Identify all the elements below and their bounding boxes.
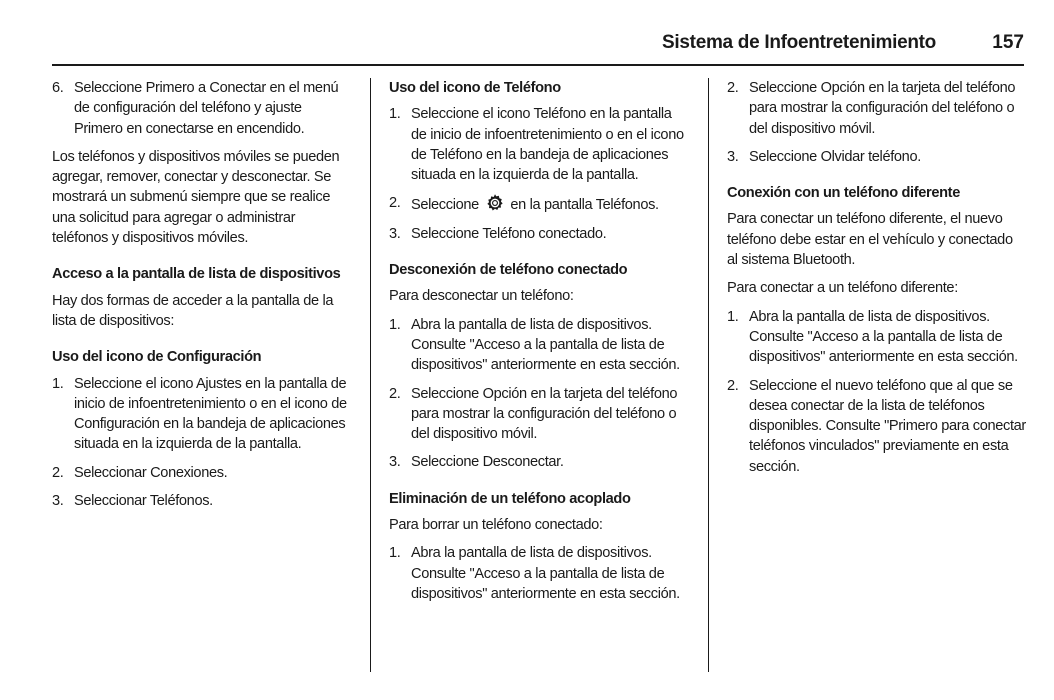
step-number: 2. <box>389 385 401 402</box>
paragraph: Hay dos formas de acceder a la pantalla de la lista de dispositivos: <box>52 292 334 329</box>
list-item <box>727 147 1027 167</box>
step-number: 1. <box>389 106 401 123</box>
column-divider <box>370 78 371 672</box>
list-item <box>52 78 352 139</box>
list-item <box>52 491 352 511</box>
list-item <box>389 384 689 445</box>
step-text: Seleccionar Conexiones. <box>74 464 228 481</box>
steps-list <box>389 315 689 473</box>
step-text: Seleccione Opción en la tarjeta del teléfono para mostrar la configuración del teléfono o del dispositivo móvil. <box>749 80 1016 137</box>
steps-list <box>389 104 689 244</box>
steps-list <box>389 543 689 604</box>
step-number: 1. <box>389 545 401 562</box>
list-item <box>52 374 352 455</box>
step-text: Abra la pantalla de lista de dispositivos. Consulte "Acceso a la pantalla de lista de dispositivos" anteriormente en esta sección. <box>411 545 680 602</box>
step-number: 3. <box>389 225 401 242</box>
column-2 <box>389 78 689 612</box>
step-number: 2. <box>389 195 401 212</box>
step-text: Seleccione Teléfono conectado. <box>411 225 607 242</box>
step-text: en la pantalla Teléfonos. <box>510 197 659 214</box>
step-number: 1. <box>389 316 401 333</box>
step-text: Abra la pantalla de lista de dispositivos. Consulte "Acceso a la pantalla de lista de dispositivos" anteriormente en esta sección. <box>749 308 1018 366</box>
list-item <box>727 78 1027 139</box>
list-item <box>389 452 689 472</box>
step-text: Seleccione Desconectar. <box>411 454 564 471</box>
step-text: Seleccione Olvidar teléfono. <box>749 148 921 165</box>
step-number: 1. <box>52 375 64 392</box>
section-title: Sistema de Infoentretenimiento <box>662 32 936 53</box>
list-item <box>727 307 1027 368</box>
step-number: 3. <box>727 148 739 165</box>
step-number: 6. <box>52 80 64 96</box>
list-item <box>52 463 352 483</box>
column-1 <box>52 78 352 519</box>
column-divider <box>708 78 709 672</box>
list-item <box>389 224 689 244</box>
step-number: 3. <box>52 493 64 510</box>
section-heading: Uso del icono de Teléfono <box>389 80 561 96</box>
column-3 <box>727 78 1027 485</box>
list-item <box>389 193 689 215</box>
step-text: Seleccionar Teléfonos. <box>74 493 213 510</box>
section-heading: Acceso a la pantalla de lista de dispositivos <box>52 266 341 283</box>
step-text: Seleccione <box>411 197 479 214</box>
section-heading: Uso del icono de Configuración <box>52 349 262 366</box>
paragraph: Para desconectar un teléfono: <box>389 288 574 305</box>
step-text: Seleccione Primero a Conectar en el menú de configuración del teléfono y ajuste Primero en conectarse en encendido. <box>74 80 339 137</box>
step-number: 2. <box>727 377 739 394</box>
gear-icon <box>485 193 505 213</box>
list-item <box>727 376 1027 477</box>
list-item <box>389 104 689 185</box>
step-text: Seleccione Opción en la tarjeta del teléfono para mostrar la configuración del teléfono o del dispositivo móvil. <box>411 385 678 443</box>
section-heading: Conexión con un teléfono diferente <box>727 185 960 202</box>
page-number: 157 <box>992 32 1024 53</box>
section-heading: Eliminación de un teléfono acoplado <box>389 490 631 507</box>
steps-list <box>727 307 1027 477</box>
step-number: 2. <box>727 80 739 96</box>
step-text: Seleccione el icono Teléfono en la pantalla de inicio de infoentretenimiento o en el icono de Teléfono en la bandeja de aplicaciones situada en la izquierda de la pantalla. <box>411 106 684 184</box>
paragraph: Para borrar un teléfono conectado: <box>389 517 603 534</box>
page-header <box>52 30 1024 66</box>
steps-list <box>52 374 352 512</box>
steps-list <box>727 78 1027 167</box>
step-number: 3. <box>389 454 401 471</box>
step-number: 2. <box>52 464 64 481</box>
paragraph: Para conectar a un teléfono diferente: <box>727 280 958 297</box>
step-text: Seleccione el icono Ajustes en la pantalla de inicio de infoentretenimiento o en el icono de Configuración en la bandeja de aplicaciones situada en la izquierda de la pantalla. <box>74 375 347 453</box>
list-item <box>389 315 689 376</box>
list-item <box>389 543 689 604</box>
paragraph: Para conectar un teléfono diferente, el nuevo teléfono debe estar en el vehículo y conectado al sistema Bluetooth. <box>727 211 1013 269</box>
section-heading: Desconexión de teléfono conectado <box>389 262 628 279</box>
paragraph: Los teléfonos y dispositivos móviles se pueden agregar, remover, conectar y desconectar. Se mostrará un submenú siempre que se realice una solicitud para agregar o administrar teléfonos y dispositivos móviles. <box>52 148 340 247</box>
step-text: Seleccione el nuevo teléfono que al que se desea conectar de la lista de teléfonos disponibles. Consulte "Primero para conectar teléfonos vinculados" previamente en esta sección. <box>749 377 1026 475</box>
step-text: Abra la pantalla de lista de dispositivos. Consulte "Acceso a la pantalla de lista de dispositivos" anteriormente en esta sección. <box>411 316 680 374</box>
steps-list <box>52 78 352 139</box>
step-number: 1. <box>727 308 739 325</box>
